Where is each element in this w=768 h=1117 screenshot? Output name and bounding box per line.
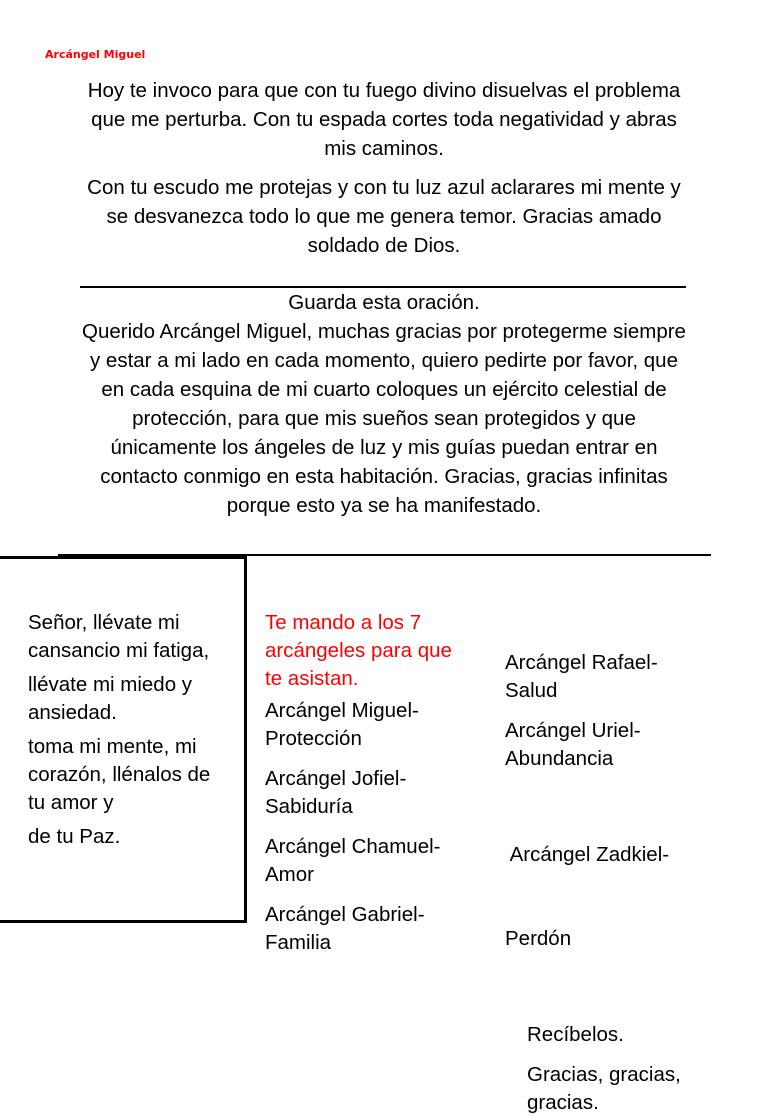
closing-thanks: [505, 1061, 730, 1117]
text-line: llévate mi miedo y: [28, 673, 193, 696]
text-line: únicamente los ángeles de luz y mis guías puedan entrar en: [110, 436, 658, 459]
text-line: Señor, llévate mi: [28, 611, 180, 634]
text-line: Te mando a los 7: [265, 611, 422, 634]
text-line: Querido Arcángel Miguel, muchas gracias por protegerme siempre: [82, 320, 686, 343]
text-line: Familia: [265, 931, 332, 954]
text-line: Arcángel Rafael-: [505, 651, 658, 674]
text-line: en cada esquina de mi cuarto coloques un ejército celestial de: [101, 378, 667, 401]
text-line: Arcángel Jofiel-: [265, 767, 407, 790]
archangel-entry: [265, 765, 490, 821]
text-line: Arcángel Chamuel-: [265, 835, 441, 858]
text-line: Arcángel Gabriel-: [265, 903, 425, 926]
intro-paragraph-1: [40, 76, 728, 163]
text-line: cansancio mi fatiga,: [28, 639, 210, 662]
text-line: protección, para que mis sueños sean protegidos y que: [132, 407, 636, 430]
text-line: gracias.: [527, 1091, 599, 1114]
text-line: Recíbelos.: [527, 1023, 624, 1046]
text-line: arcángeles para que: [265, 639, 452, 662]
box-border-top: [0, 556, 247, 559]
text-line: Con tu escudo me protejas y con tu luz azul aclarares mi mente y: [87, 176, 681, 199]
text-line: que me perturba. Con tu espada cortes toda negatividad y abras: [91, 108, 677, 131]
box-border-bottom: [0, 920, 247, 923]
archangel-entry: [265, 697, 490, 753]
text-line: Perdón: [505, 927, 572, 950]
text-line: toma mi mente, mi: [28, 735, 197, 758]
text-line: porque esto ya se ha manifestado.: [226, 494, 542, 517]
text-line: corazón, llénalos de: [28, 763, 211, 786]
second-prayer: [40, 288, 728, 520]
intro-paragraph-2: [40, 173, 728, 260]
right-column: [505, 649, 730, 1117]
archangel-entry: [505, 717, 730, 773]
middle-column: [265, 609, 490, 957]
text-line: soldado de Dios.: [307, 234, 461, 257]
text-line: de tu Paz.: [28, 825, 121, 848]
archangel-entry: [265, 833, 490, 889]
text-line: Gracias, gracias,: [527, 1063, 681, 1086]
text-line: Arcángel Miguel-: [265, 699, 419, 722]
text-line: Hoy te invoco para que con tu fuego divino disuelvas el problema: [87, 79, 681, 102]
text-line: Protección: [265, 727, 362, 750]
text-line: mis caminos.: [324, 137, 444, 160]
document-title: Arcángel Miguel: [45, 48, 146, 61]
closing-line: [505, 1021, 730, 1049]
box-border-right: [244, 556, 247, 923]
text-line: se desvanezca todo lo que me genera temor. Gracias amado: [106, 205, 662, 228]
text-line: ansiedad.: [28, 701, 117, 724]
text-line: te asistan.: [265, 667, 359, 690]
text-line: Amor: [265, 863, 314, 886]
text-line: Abundancia: [505, 747, 614, 770]
text-line: Arcángel Uriel-: [505, 719, 641, 742]
prayer-subtitle: Guarda esta oración.: [288, 291, 480, 314]
archangel-entry: [265, 901, 490, 957]
text-line: y estar a mi lado en cada momento, quiero pedirte por favor, que: [89, 349, 678, 372]
archangel-entry: [505, 785, 730, 1009]
left-box-prayer: [28, 609, 238, 851]
archangels-intro: [265, 609, 490, 693]
text-line: Salud: [505, 679, 558, 702]
text-line: contacto conmigo en esta habitación. Gracias, gracias infinitas: [100, 465, 668, 488]
text-line: Arcángel Zadkiel-: [505, 843, 670, 866]
text-line: tu amor y: [28, 791, 114, 814]
text-line: Sabiduría: [265, 795, 353, 818]
archangel-entry: [505, 649, 730, 705]
